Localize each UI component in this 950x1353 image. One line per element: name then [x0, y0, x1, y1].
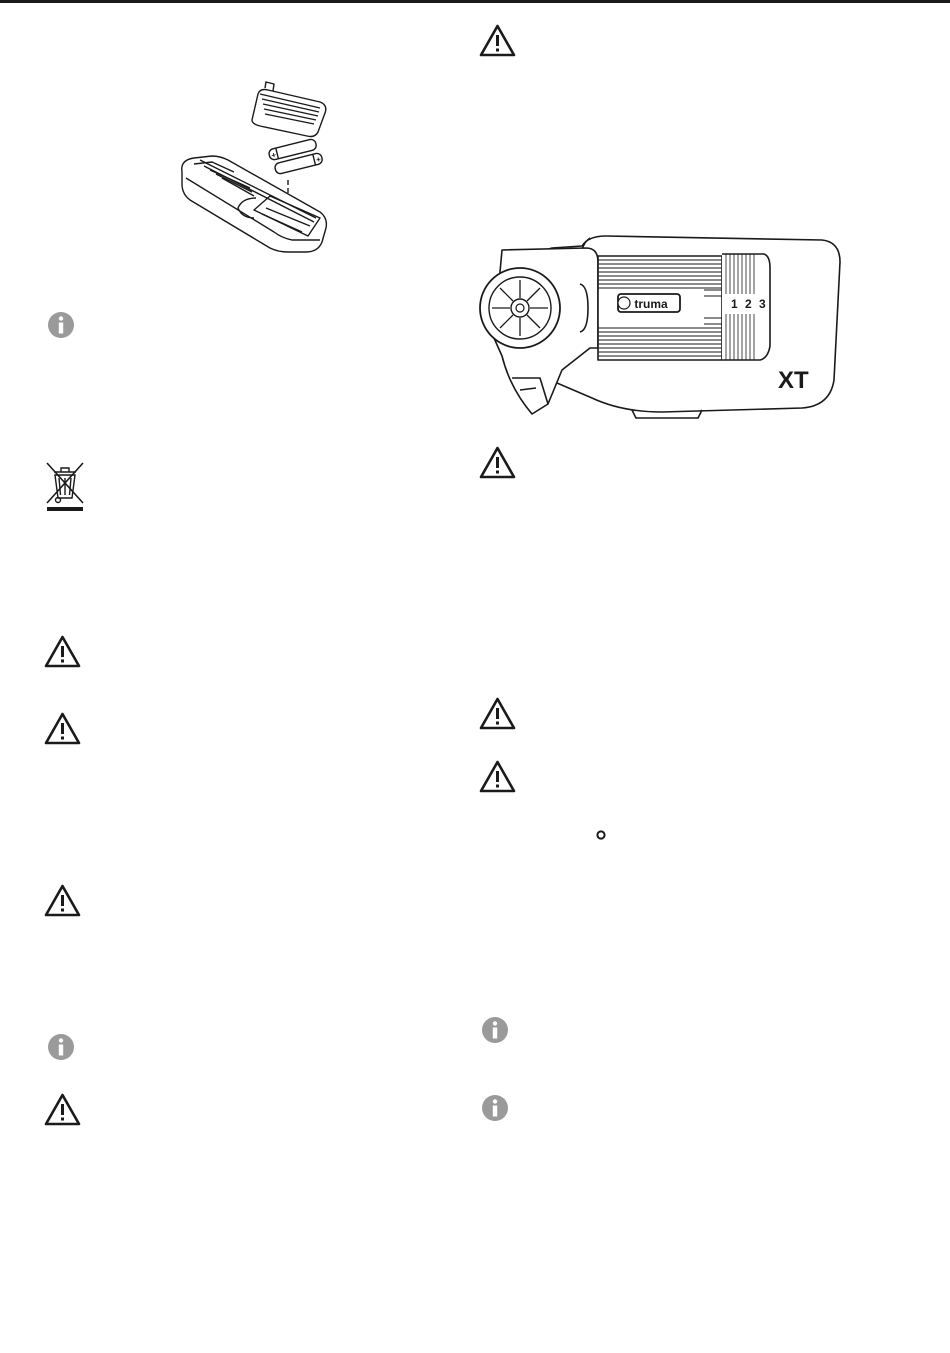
level-label-1: 1	[731, 297, 738, 311]
warning-triangle-icon	[479, 24, 516, 57]
warning-triangle-icon	[44, 635, 81, 668]
level-label-2: 2	[745, 297, 752, 311]
warning-triangle-icon	[479, 760, 516, 793]
level-label-3: 3	[759, 297, 766, 311]
warning-triangle-icon	[44, 712, 81, 745]
model-label: XT	[778, 367, 809, 394]
svg-text:+: +	[315, 154, 322, 165]
info-circle-icon	[46, 1032, 76, 1062]
warning-triangle-icon	[44, 1093, 81, 1126]
crossed-out-wheelie-bin-icon	[44, 460, 86, 512]
warning-triangle-icon	[44, 884, 81, 917]
svg-text:+: +	[270, 150, 278, 161]
heater-control-figure	[472, 228, 850, 426]
remote-battery-figure	[170, 80, 350, 260]
info-circle-icon	[480, 1015, 510, 1045]
page-top-rule	[0, 0, 950, 3]
info-circle-icon	[46, 310, 76, 340]
warning-triangle-icon	[479, 697, 516, 730]
info-circle-icon	[480, 1093, 510, 1123]
warning-triangle-icon	[479, 446, 516, 479]
small-circle-icon	[595, 829, 607, 841]
brand-logo-text: truma	[634, 297, 668, 311]
